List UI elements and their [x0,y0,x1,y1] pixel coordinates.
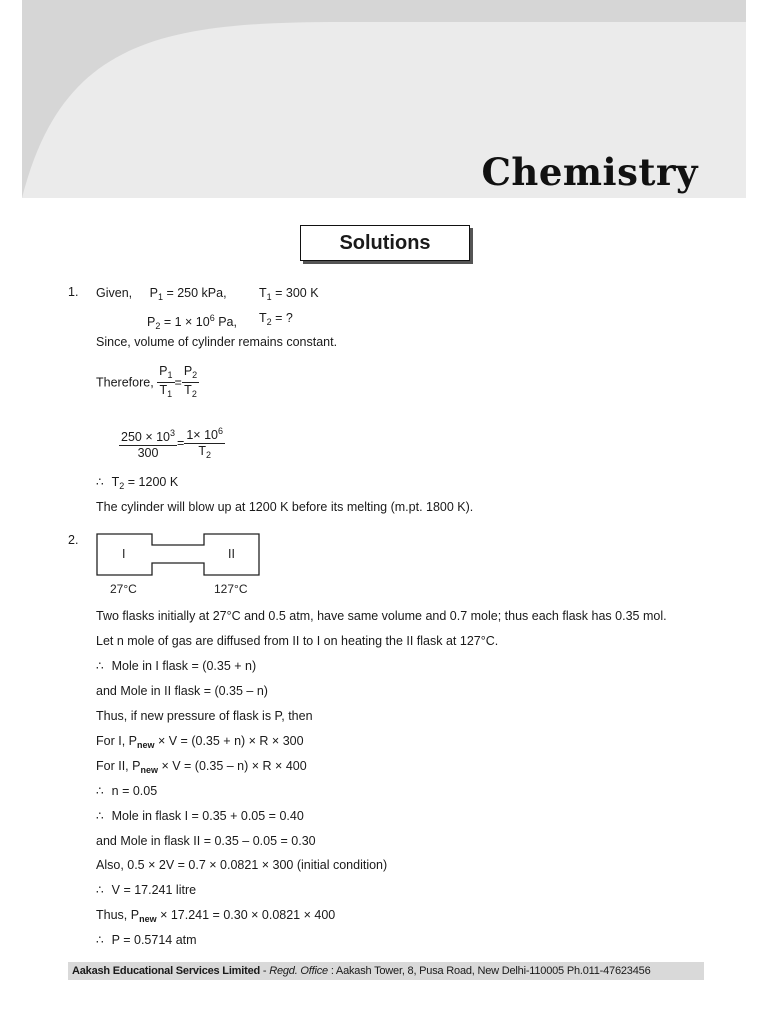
footer-address: : Aakash Tower, 8, Pusa Road, New Delhi-110005 Ph.011-47623456 [327,965,651,977]
solution-line [96,733,304,753]
constant-volume-line: Since, volume of cylinder remains constant. [96,335,338,349]
solution-line [96,658,256,674]
footer-company: Aakash Educational Services Limited [72,965,261,977]
substitution-equation: $\frac{250 \times 10^3}{300}$ = $\frac{1\times 10^6}{T_2}$ [119,424,225,463]
solution-line [96,683,268,699]
solution-line [96,833,316,849]
solution-line [96,882,196,898]
line-text: × 17.241 = 0.30 × 0.0821 × 400 [156,908,336,922]
flask-temp-left: 27°C [110,582,137,596]
line-text: Thus, P [96,908,140,922]
fraction-1e6-t2: $\frac{1\times 10^6}{T_2}$ [186,426,223,460]
given-line-2 [147,310,293,334]
solution-line [96,608,667,624]
line-text: and Mole in II flask = (0.35 – n) [96,684,268,698]
therefore-symbol: ∴ [96,933,104,947]
given-line-1 [96,285,319,305]
footer-bar [68,962,704,980]
line-text: and Mole in flask II = 0.35 – 0.05 = 0.30 [96,834,316,848]
therefore-symbol: ∴ [96,809,104,823]
flask-temp-right: 127°C [214,582,248,596]
flask-diagram [96,533,266,598]
t1-value: $T_1 = 300$ K [259,286,319,302]
t2-result: ∴ $T_2 = 1200$ K [96,475,179,491]
subject-title: Chemistry [481,150,698,194]
solution-line [96,708,313,724]
line-text: Mole in I flask = (0.35 + n) [111,659,257,673]
therefore-symbol: ∴ [96,784,104,798]
line-text: n = 0.05 [111,784,158,798]
line-text: V = 17.241 litre [111,883,197,897]
line-text: Mole in flask I = 0.35 + 0.05 = 0.40 [111,809,304,823]
question-number-2: 2. [68,533,79,547]
therefore-equation: Therefore, $\frac{P_1}{T_1}$ = $\frac{P_2}{T_2}$ [96,364,198,399]
fraction-p2-t2: $\frac{P_2}{T_2}$ [183,364,198,399]
line-text: Also, 0.5 × 2V = 0.7 × 0.0821 × 300 (initial condition) [96,858,388,872]
p2-value: $P_2 = 1 \times 10^6$ Pa, [147,313,237,331]
solution-line [96,633,498,649]
section-title: Solutions [300,225,470,261]
given-label: Given, [96,286,133,300]
therefore-symbol: ∴ [96,659,104,673]
solution-line [96,758,307,778]
conclusion-line: The cylinder will blow up at 1200 K before its melting (m.pt. 1800 K). [96,500,474,514]
line-text: Thus, if new pressure of flask is P, then [96,709,313,723]
flask-label-i: I [122,547,126,561]
subscript: new [140,765,158,775]
solution-line [96,907,335,927]
solution-line [96,932,197,948]
flask-label-ii: II [228,547,235,561]
subscript: new [139,914,157,924]
solution-line [96,857,387,873]
p1-value: $P_1 = 250$ kPa, [149,286,227,302]
line-text: Two flasks initially at 27°C and 0.5 atm, have same volume and 0.7 mole; thus each flask has 0.35 mol. [96,609,667,623]
line-text: For II, P [96,759,141,773]
footer-regd: Regd. Office [269,965,328,977]
subscript: new [136,740,155,750]
line-text: Let n mole of gas are diffused from II to I on heating the II flask at 127°C. [96,634,499,648]
line-text: × V = (0.35 + n) × R × 300 [154,734,304,748]
fraction-250e3-300: $\frac{250 \times 10^3}{300}$ [121,428,176,460]
line-text: P = 0.5714 atm [111,933,197,947]
fraction-p1-t1: $\frac{P_1}{T_1}$ [159,364,173,399]
therefore-symbol: ∴ [96,883,104,897]
solution-line [96,783,157,799]
t2-value: $T_2$ = ? [259,311,293,327]
footer-separator: - [260,965,270,977]
question-number-1: 1. [68,285,79,299]
line-text: For I, P [96,734,137,748]
solution-line [96,808,304,824]
line-text: × V = (0.35 – n) × R × 400 [157,759,307,773]
